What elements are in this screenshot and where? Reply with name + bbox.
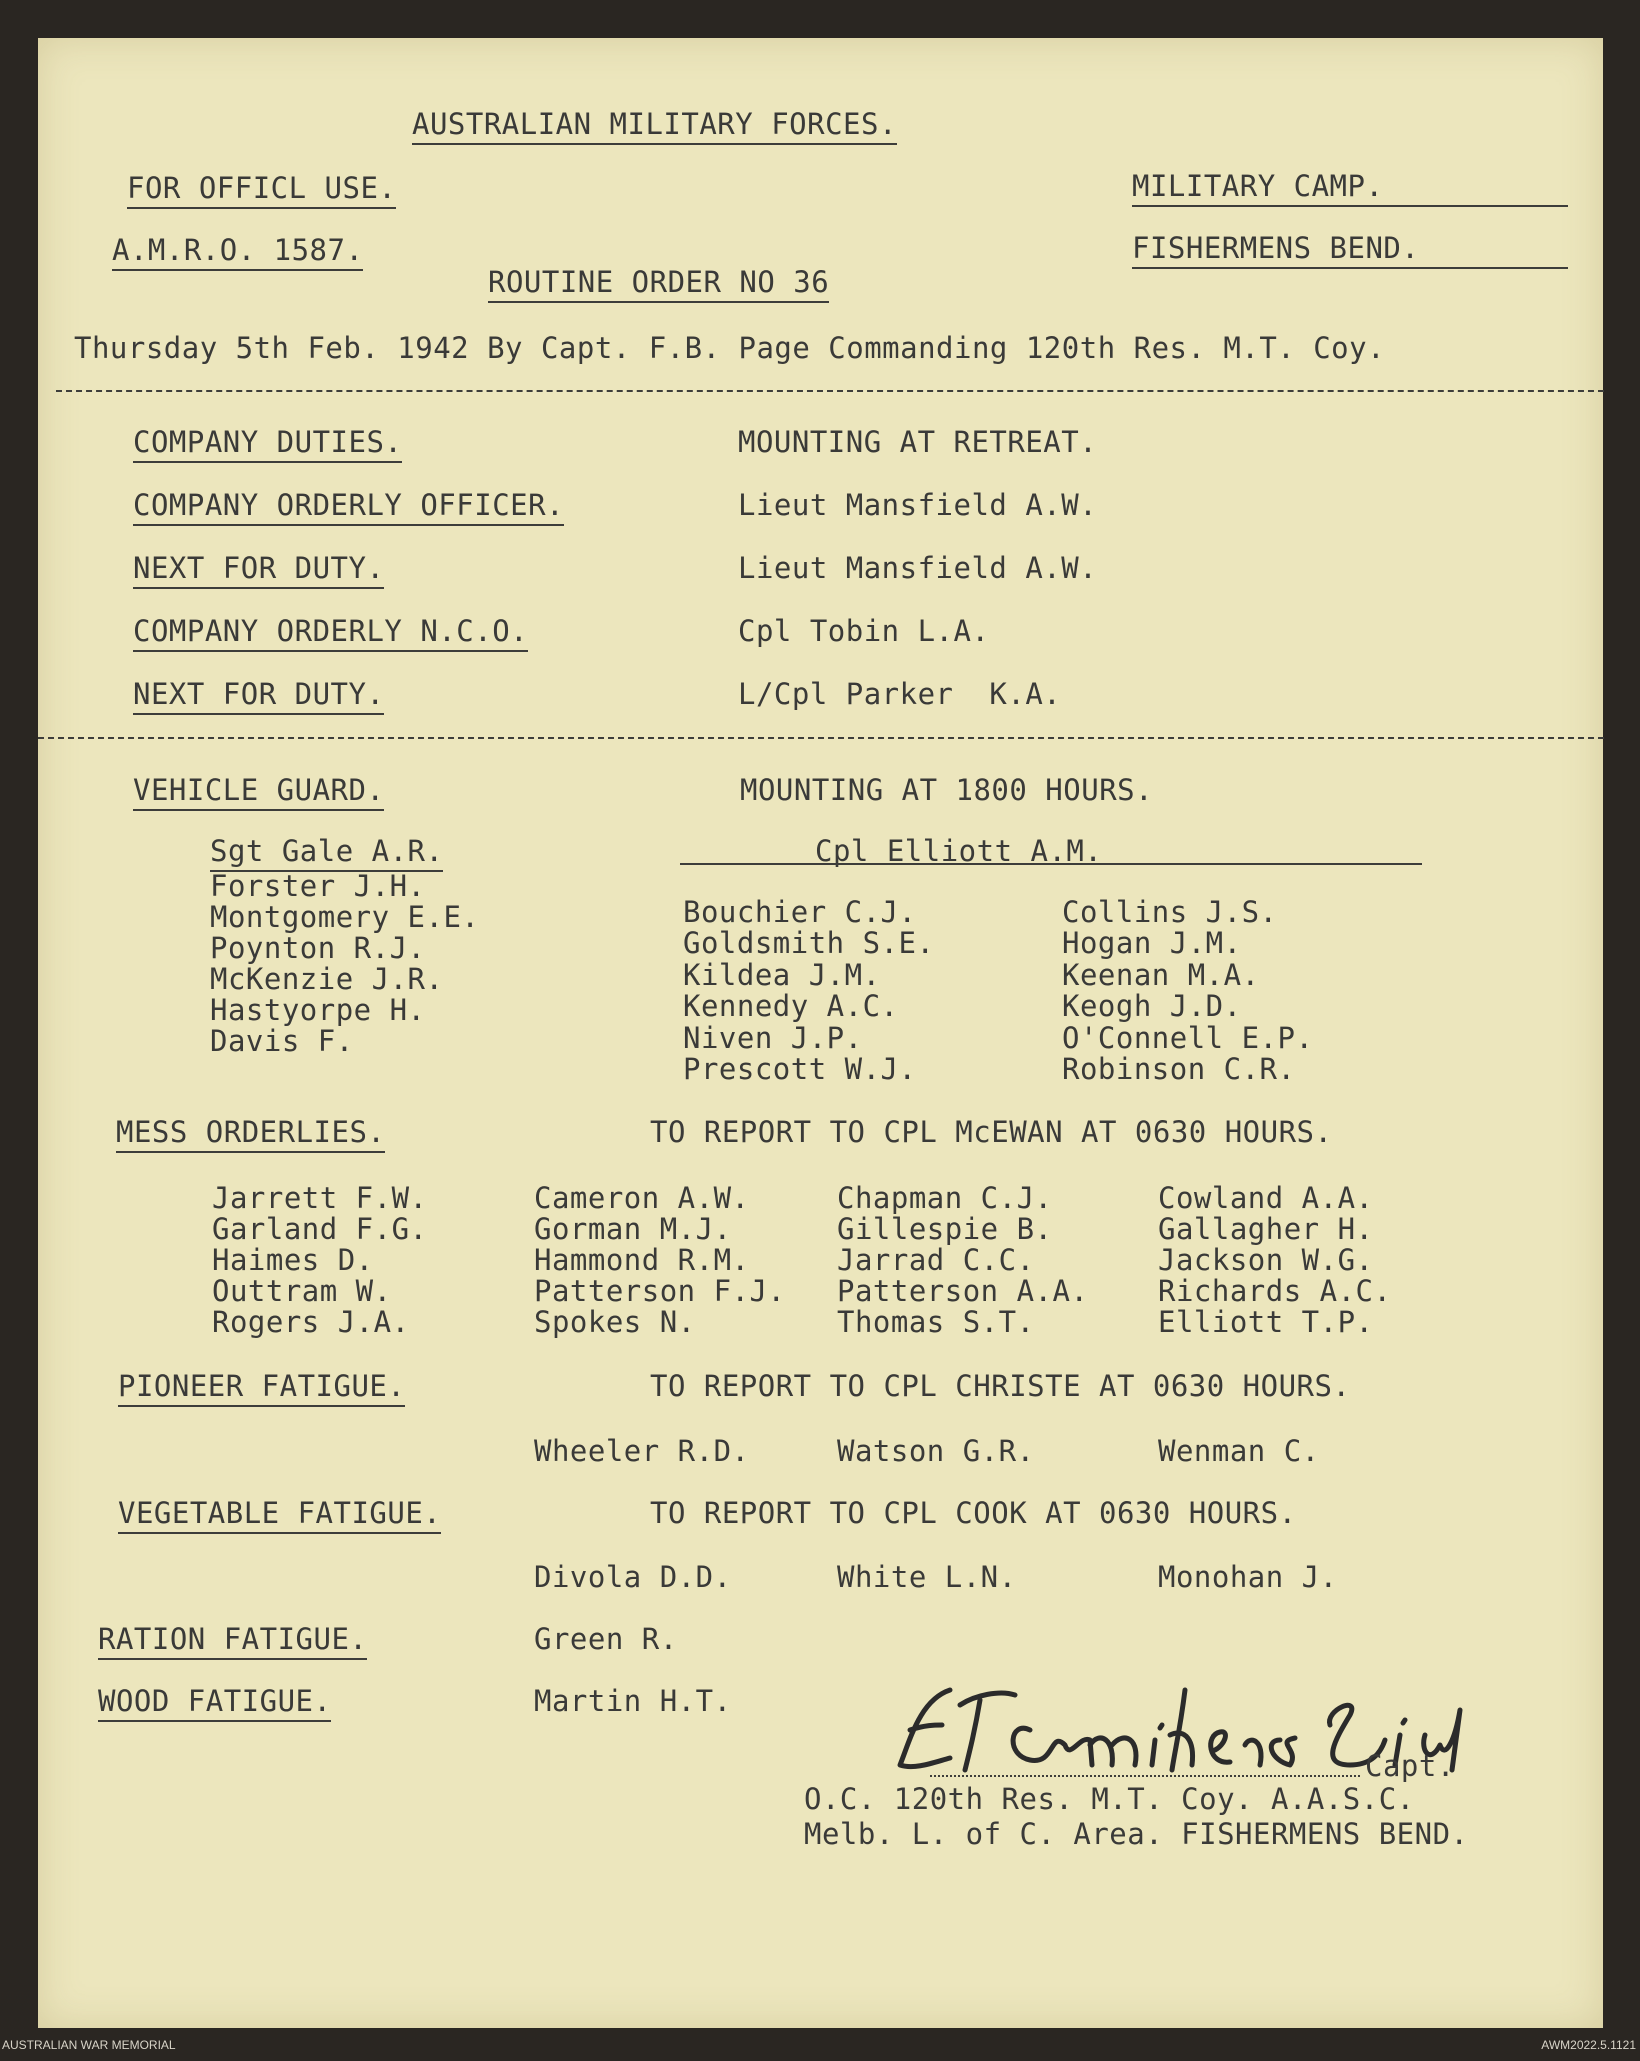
signature-line (930, 1775, 1360, 1777)
guard-leader: Sgt Gale A.R. (210, 837, 443, 872)
guard-name: Keogh J.D. (1062, 989, 1242, 1023)
company-duties-mounting: MOUNTING AT RETREAT. (738, 425, 1098, 459)
signature-rank: Capt. (1365, 1749, 1455, 1783)
camp-line-1: MILITARY CAMP. (1132, 172, 1568, 207)
orderly-name: Jarrett F.W. (212, 1181, 428, 1215)
pioneer-fatigue-heading: PIONEER FATIGUE. (118, 1372, 405, 1407)
fatigue-name: Divola D.D. (534, 1560, 732, 1594)
guard-name: Davis F. (210, 1024, 354, 1058)
document-title: AUSTRALIAN MILITARY FORCES. (412, 110, 897, 145)
pioneer-fatigue-report: TO REPORT TO CPL CHRISTE AT 0630 HOURS. (650, 1369, 1351, 1403)
duty-label: COMPANY ORDERLY N.C.O. (133, 617, 528, 652)
guard-name: Kennedy A.C. (683, 989, 899, 1023)
official-use-label: FOR OFFICL USE. (127, 174, 396, 209)
fatigue-name: Wenman C. (1158, 1434, 1320, 1468)
ration-fatigue-heading: RATION FATIGUE. (98, 1625, 367, 1660)
camp-line-2: FISHERMENS BEND. (1132, 234, 1568, 269)
guard-name: Forster J.H. (210, 869, 426, 903)
guard-name: Niven J.P. (683, 1021, 863, 1055)
guard-name: Prescott W.J. (683, 1052, 917, 1086)
guard-name: Hogan J.M. (1062, 926, 1242, 960)
orderly-name: Gorman M.J. (534, 1212, 732, 1246)
fatigue-name: Watson G.R. (837, 1434, 1035, 1468)
guard-name: Robinson C.R. (1062, 1052, 1296, 1086)
fatigue-name: Green R. (534, 1622, 678, 1656)
orderly-name: Jarrad C.C. (837, 1243, 1035, 1277)
orderly-name: Rogers J.A. (212, 1305, 410, 1339)
section-divider (56, 390, 1604, 392)
guard-name: Collins J.S. (1062, 895, 1278, 929)
orderly-name: Jackson W.G. (1158, 1243, 1374, 1277)
guard-name: Goldsmith S.E. (683, 926, 935, 960)
fatigue-name: Wheeler R.D. (534, 1434, 750, 1468)
guard-name: Bouchier C.J. (683, 895, 917, 929)
vegetable-fatigue-report: TO REPORT TO CPL COOK AT 0630 HOURS. (650, 1496, 1297, 1530)
duty-value: Lieut Mansfield A.W. (738, 551, 1098, 585)
amro-number: A.M.R.O. 1587. (112, 236, 363, 271)
archive-reference: AWM2022.5.1121 (1541, 2038, 1636, 2052)
guard-name: O'Connell E.P. (1062, 1021, 1314, 1055)
leader-underline (680, 863, 1422, 865)
orderly-name: Cowland A.A. (1158, 1181, 1374, 1215)
orderly-name: Outtram W. (212, 1274, 392, 1308)
orderly-name: Elliott T.P. (1158, 1305, 1374, 1339)
orderly-name: Thomas S.T. (837, 1305, 1035, 1339)
orderly-name: Gillespie B. (837, 1212, 1053, 1246)
guard-leader: Cpl Elliott A.M. (815, 834, 1103, 868)
signature-unit-line: O.C. 120th Res. M.T. Coy. A.A.S.C. (804, 1782, 1415, 1816)
guard-name: McKenzie J.R. (210, 962, 444, 996)
orderly-name: Patterson A.A. (837, 1274, 1089, 1308)
mess-orderlies-report: TO REPORT TO CPL McEWAN AT 0630 HOURS. (650, 1115, 1333, 1149)
section-divider (38, 737, 1604, 739)
fatigue-name: Monohan J. (1158, 1560, 1338, 1594)
orderly-name: Spokes N. (534, 1305, 696, 1339)
orderly-name: Patterson F.J. (534, 1274, 786, 1308)
vegetable-fatigue-heading: VEGETABLE FATIGUE. (118, 1499, 441, 1534)
archive-label: AUSTRALIAN WAR MEMORIAL (2, 2038, 176, 2052)
duty-value: Cpl Tobin L.A. (738, 614, 990, 648)
date-line: Thursday 5th Feb. 1942 By Capt. F.B. Page Commanding 120th Res. M.T. Coy. (74, 331, 1386, 365)
fatigue-name: White L.N. (837, 1560, 1017, 1594)
duty-label: COMPANY ORDERLY OFFICER. (133, 491, 564, 526)
vehicle-guard-mounting: MOUNTING AT 1800 HOURS. (740, 773, 1154, 807)
guard-name: Poynton R.J. (210, 931, 426, 965)
mess-orderlies-heading: MESS ORDERLIES. (116, 1118, 385, 1153)
guard-name: Hastyorpe H. (210, 993, 426, 1027)
routine-order-title: ROUTINE ORDER NO 36 (488, 268, 829, 303)
guard-name: Kildea J.M. (683, 958, 881, 992)
wood-fatigue-heading: WOOD FATIGUE. (98, 1687, 331, 1722)
company-duties-heading: COMPANY DUTIES. (133, 428, 402, 463)
duty-label: NEXT FOR DUTY. (133, 554, 384, 589)
duty-value: L/Cpl Parker K.A. (738, 677, 1062, 711)
vehicle-guard-heading: VEHICLE GUARD. (133, 776, 384, 811)
orderly-name: Richards A.C. (1158, 1274, 1392, 1308)
guard-name: Montgomery E.E. (210, 900, 480, 934)
orderly-name: Garland F.G. (212, 1212, 428, 1246)
fatigue-name: Martin H.T. (534, 1684, 732, 1718)
orderly-name: Gallagher H. (1158, 1212, 1374, 1246)
orderly-name: Haimes D. (212, 1243, 374, 1277)
orderly-name: Cameron A.W. (534, 1181, 750, 1215)
duty-label: NEXT FOR DUTY. (133, 680, 384, 715)
orderly-name: Chapman C.J. (837, 1181, 1053, 1215)
duty-value: Lieut Mansfield A.W. (738, 488, 1098, 522)
signature-area-line: Melb. L. of C. Area. FISHERMENS BEND. (804, 1817, 1469, 1851)
orderly-name: Hammond R.M. (534, 1243, 750, 1277)
guard-name: Keenan M.A. (1062, 958, 1260, 992)
